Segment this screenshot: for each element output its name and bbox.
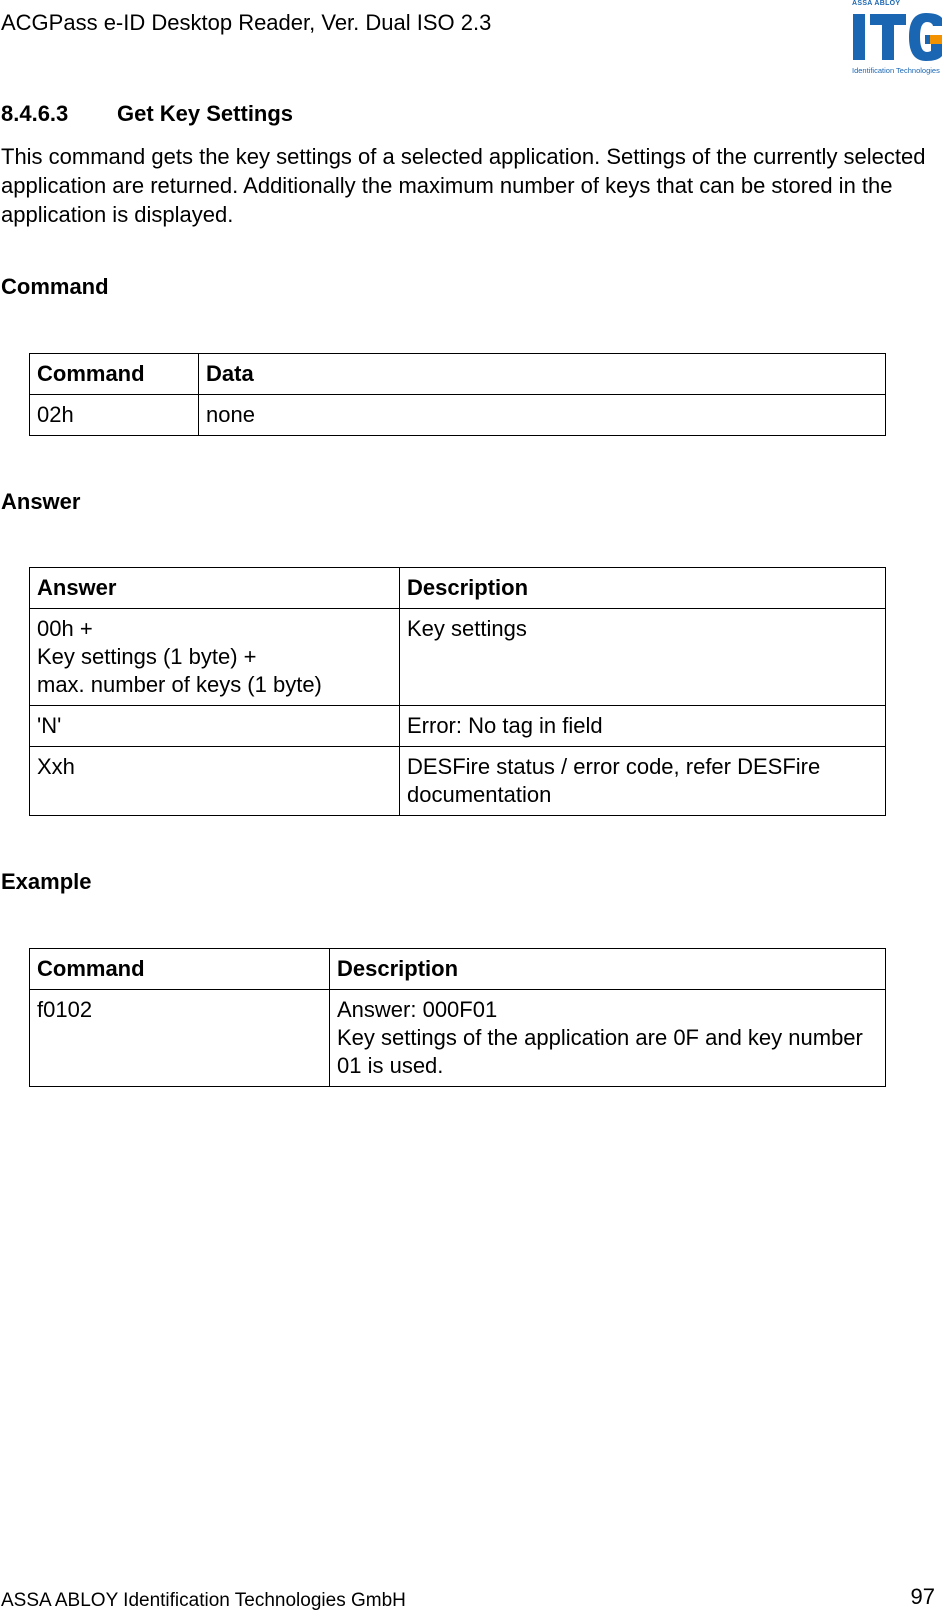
table-cell: f0102 bbox=[30, 990, 330, 1087]
logo-top-text: ASSA ABLOY bbox=[852, 0, 901, 7]
table-row bbox=[30, 990, 886, 1087]
logo-letter-t-stem bbox=[882, 14, 894, 60]
cell-line: 00h + bbox=[37, 616, 93, 641]
cell-line: Answer: 000F01 bbox=[337, 997, 498, 1022]
table-header-cell: Command bbox=[30, 354, 199, 395]
answer-heading: Answer bbox=[1, 489, 81, 514]
answer-table bbox=[29, 567, 886, 816]
cell-line: Key settings (1 byte) + bbox=[37, 644, 257, 669]
table-cell: 'N' bbox=[30, 706, 400, 747]
table-row bbox=[30, 706, 886, 747]
example-table bbox=[29, 948, 886, 1087]
table-header-cell: Description bbox=[400, 568, 886, 609]
command-table bbox=[29, 353, 886, 436]
logo-itg-mark bbox=[852, 12, 944, 62]
cell-line: Key settings of the application are 0F and key number 01 is used. bbox=[337, 1025, 863, 1078]
itg-logo bbox=[852, 0, 944, 78]
table-header-cell: Data bbox=[199, 354, 886, 395]
table-cell: Xxh bbox=[30, 747, 400, 816]
section-number: 8.4.6.3 bbox=[1, 101, 69, 126]
table-cell: none bbox=[199, 395, 886, 436]
command-heading: Command bbox=[1, 274, 109, 299]
logo-sub-text: Identification Technologies bbox=[852, 66, 940, 75]
section-heading bbox=[1, 101, 293, 127]
table-cell bbox=[330, 990, 886, 1087]
table-row bbox=[30, 747, 886, 816]
table-cell: DESFire status / error code, refer DESFire documentation bbox=[400, 747, 886, 816]
footer-company: ASSA ABLOY Identification Technologies GmbH bbox=[1, 1590, 406, 1611]
table-header-cell: Command bbox=[30, 949, 330, 990]
example-heading: Example bbox=[1, 869, 92, 894]
page-number: 97 bbox=[910, 1584, 935, 1609]
logo-orange-accent bbox=[930, 35, 942, 44]
section-intro-paragraph: This command gets the key settings of a selected application. Settings of the currently selected application are returned. Additionally the maximum number of keys that can be stored in the application is displayed. bbox=[1, 144, 926, 227]
table-cell bbox=[30, 609, 400, 706]
table-header-row bbox=[30, 949, 886, 990]
table-cell: Key settings bbox=[400, 609, 886, 706]
table-cell: 02h bbox=[30, 395, 199, 436]
table-header-cell: Answer bbox=[30, 568, 400, 609]
table-header-row bbox=[30, 568, 886, 609]
table-header-cell: Description bbox=[330, 949, 886, 990]
cell-line: max. number of keys (1 byte) bbox=[37, 672, 322, 697]
section-title: Get Key Settings bbox=[117, 101, 294, 126]
table-header-row bbox=[30, 354, 886, 395]
document-header-title: ACGPass e-ID Desktop Reader, Ver. Dual ISO 2.3 bbox=[1, 10, 492, 35]
table-row bbox=[30, 609, 886, 706]
table-row bbox=[30, 395, 886, 436]
logo-letter-i bbox=[853, 14, 865, 60]
table-cell: Error: No tag in field bbox=[400, 706, 886, 747]
